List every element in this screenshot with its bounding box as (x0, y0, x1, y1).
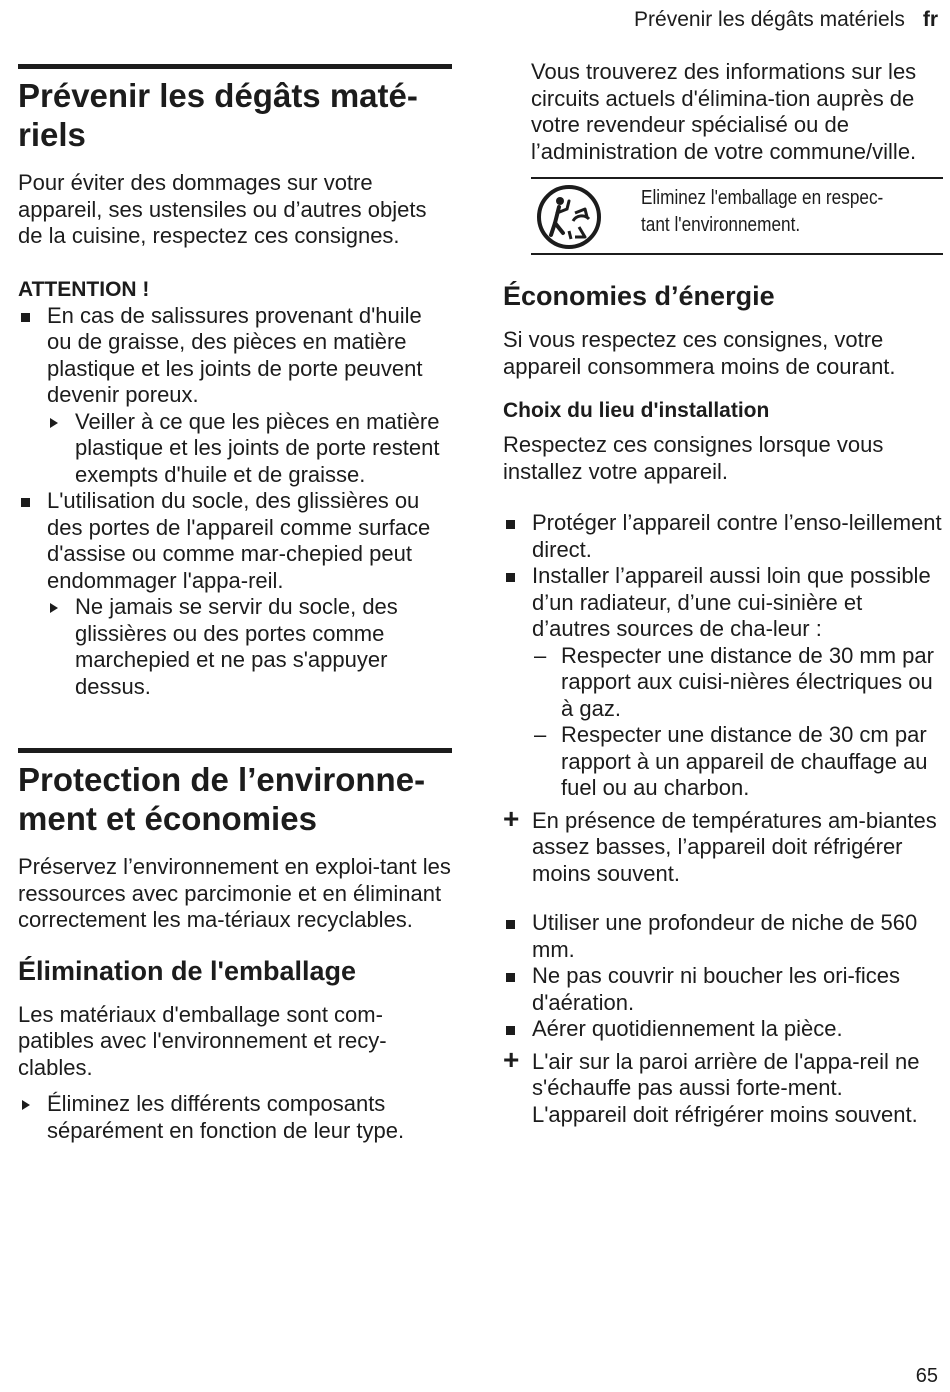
attention-label: ATTENTION ! (18, 277, 150, 301)
subsection-title-location: Choix du lieu d'installation (503, 399, 770, 422)
recycle-bin-icon (535, 183, 603, 251)
section-rule (18, 64, 452, 69)
disposal-info: Vous trouverez des informations sur les circuits actuels d'élimina-tion auprès de votre revendeur spécialisé ou de l’administration de votre commune/ville. (531, 59, 917, 164)
energy-intro: Si vous respectez ces consignes, votre appareil consommera moins de courant. (503, 327, 896, 379)
dash-item: – Respecter une distance de 30 mm par rapport aux cuisi-nières électriques ou à gaz. (503, 643, 943, 723)
left-column (18, 0, 452, 1144)
language-code: fr (922, 8, 938, 31)
environment-intro: Préservez l’environnement en exploi-tant les ressources avec parcimonie et en éliminant correctement les ma-tériaux recyclables. (18, 854, 451, 932)
section-title-environment: Protection de l’environne- ment et économies (18, 761, 426, 837)
benefit-item: + L'air sur la paroi arrière de l'appa-reil ne s'échauffe pas aussi forte-ment. L'appareil doit réfrigérer moins souvent. (503, 1049, 943, 1129)
section-title-energy: Économies d’énergie (503, 281, 775, 311)
location-intro: Respectez ces consignes lorsque vous installez votre appareil. (503, 432, 884, 484)
recycle-notice (531, 177, 943, 255)
list-item: Ne pas couvrir ni boucher les ori-fices d'aération. (503, 963, 943, 1016)
list-item: Protéger l’appareil contre l’enso-leillement direct. (503, 510, 943, 563)
action-item: Ne jamais se servir du socle, des glissières ou des portes comme marchepied et ne pas s'appuyer dessus. (18, 594, 452, 700)
list-item: En cas de salissures provenant d'huile ou de graisse, des pièces en matière plastique et les joints de porte peuvent devenir poreux. (18, 303, 452, 409)
action-item: Veiller à ce que les pièces en matière plastique et les joints de porte restent exempts d'huile et de graisse. (18, 409, 452, 489)
list-item: Utiliser une profondeur de niche de 560 mm. (503, 910, 943, 963)
list-item: Installer l’appareil aussi loin que possible d’un radiateur, d’une cui-sinière et d’autres sources de cha-leur : (503, 563, 943, 643)
benefit-item: + En présence de températures am-biantes assez basses, l’appareil doit réfrigérer moins souvent. (503, 808, 943, 888)
damage-intro: Pour éviter des dommages sur votre appareil, ses ustensiles ou d’autres objets de la cuisine, respectez ces consignes. (18, 170, 427, 248)
section-title-packaging: Élimination de l'emballage (18, 955, 357, 986)
list-item: Aérer quotidiennement la pièce. (503, 1016, 943, 1043)
page-number: 65 (915, 1365, 938, 1387)
section-rule (18, 748, 452, 753)
header-title: Prévenir les dégâts matériels (634, 8, 905, 31)
list-item: L'utilisation du socle, des glissières ou des portes de l'appareil comme surface d'assise ou comme mar-chepied peut endommager l'appa-reil. (18, 488, 452, 594)
right-column (503, 0, 943, 1128)
packaging-text: Les matériaux d'emballage sont com-patibles avec l'environnement et recy-clables. (18, 1001, 387, 1080)
dash-item: – Respecter une distance de 30 cm par rapport à un appareil de chauffage au fuel ou au charbon. (503, 722, 943, 802)
recycle-note: Eliminez l'emballage en respec- tant l'environnement. (641, 187, 884, 236)
section-title-damage: Prévenir les dégâts maté- riels (18, 77, 418, 153)
action-item: Éliminez les différents composants séparément en fonction de leur type. (18, 1091, 452, 1144)
